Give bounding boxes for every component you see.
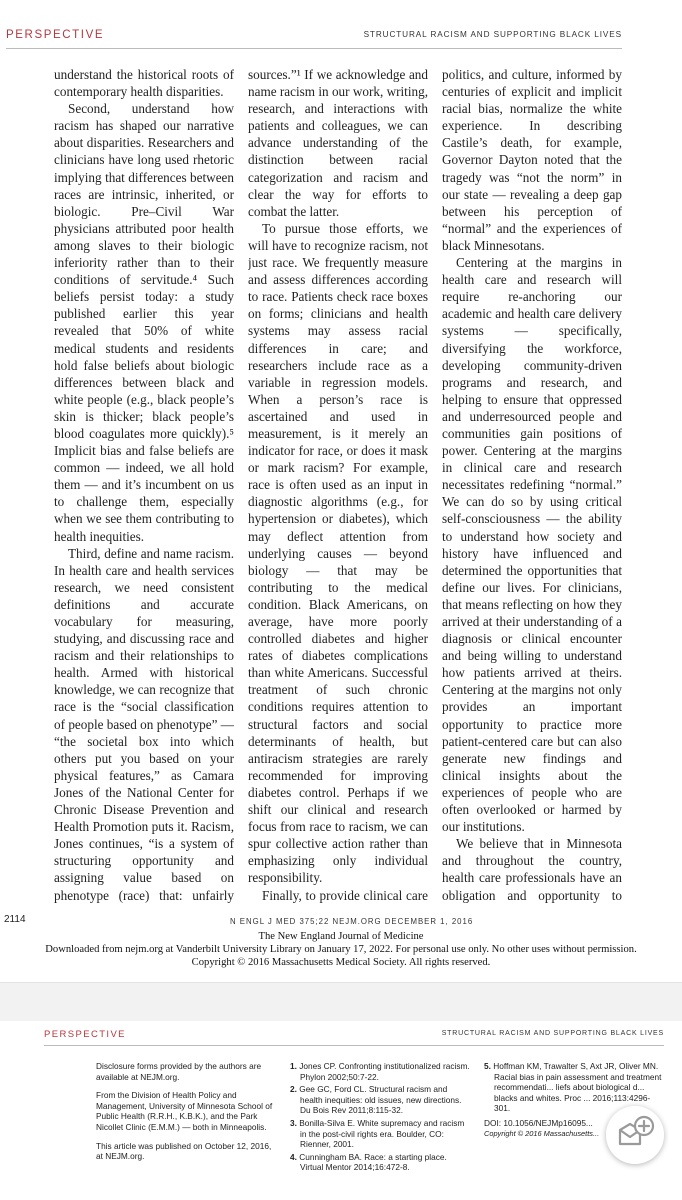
paragraph: Finally, to provide clinical care [262, 887, 428, 903]
page-header [6, 26, 622, 46]
reference-item [290, 1084, 470, 1116]
section-label: PERSPECTIVE [6, 29, 105, 41]
reference-item [290, 1152, 470, 1173]
text-column-1 [54, 66, 234, 906]
references-list [290, 1061, 470, 1175]
download-info: Downloaded from nejm.org at Vanderbilt University Library on January 17, 2022. For personal use only. No other uses without permission. [45, 944, 637, 956]
download-notice [0, 930, 682, 970]
disclosure-note: Disclosure forms provided by the authors are available at NEJM.org. [96, 1061, 262, 1082]
article-notes [96, 1061, 276, 1170]
reference-item [290, 1118, 470, 1150]
reference-text: Gee GC, Ford CL. Structural racism and health inequities: old issues, new directions. Du Bois Rev 2011;8:115-32. [299, 1084, 462, 1116]
paragraph: To pursue those efforts, we will have to recognize racism, not just race. We frequently measure and assess differences according to race. Patients check race boxes on forms; clinicians and health systems may assess racial differences in care; and researchers include race as a variable in regression models. When a person’s race is ascertained and used in measurement, is it merely an indicator for race, or does it mask or mark racism? For example, race is often used as an input in diagnostic algorithms (e.g., for hypertension or diabetes), which may deflect attention from underlying causes — beyond biology — that may be contributing to the medical condition. Black Americans, on average, have more poorly controlled diabetes and higher rates of diabetes complications than white Americans. Successful treatment of such chronic conditions requires attention to structural factors and social determinants of health, but antiracism strategies are rarely recommended for improving diabetes control. Perhaps if we shift our clinical and research focus from race to racism, we can spur collective action rather than emphasizing only individual responsibility. [248, 220, 428, 886]
section-label: PERSPECTIVE [44, 1029, 126, 1040]
copyright-line: Copyright © 2016 Massachusetts Medical Society. All rights reserved. [191, 957, 491, 969]
text-column-3 [442, 66, 622, 906]
affiliation-note: From the Division of Health Policy and Management, University of Minnesota School of Public Health (R.R.H., K.B.K.), and the Park Nicollet Clinic (E.M.M.) — both in Minneapolis. [96, 1090, 273, 1132]
next-page [0, 1021, 682, 1200]
issue-line: N ENGL J MED 375;22 NEJM.ORG DECEMBER 1, 2016 [230, 917, 474, 926]
reference-number: 4. [290, 1151, 297, 1162]
text-column-2 [248, 66, 428, 906]
page-divider [0, 982, 682, 1022]
paragraph: Second, understand how racism has shaped our narrative about disparities. Researchers and clinicians have long used rhetoric implying that differences between races are intrinsic, inherited, or biologic. Pre–Civil War physicians attributed poor health among slaves to their biologic inferiority rather than to their conditions of servitude.⁴ Such beliefs persist today: a study published earlier this year revealed that 50% of white medical students and residents hold false beliefs about biologic differences between black and white people (e.g., black people’s skin is thicker; black people’s blood coagulates more quickly).⁵ Implicit bias and false beliefs are common — indeed, we all hold them — and it’s incumbent on us to challenge them, especially when we see them contributing to health inequities. [54, 101, 234, 544]
reference-text: Cunningham BA. Race: a starting place. Virtual Mentor 2014;16:472-8. [299, 1151, 447, 1173]
paragraph: We believe that in Minnesota and throughout the country, health care professionals have an obligation and opportunity to [442, 836, 622, 903]
reference-item [290, 1061, 470, 1082]
paragraph: politics, and culture, informed by centuries of explicit and implicit racial bias, normalize the white experience. In describing Castile’s death, for example, Governor Dayton noted that the tragedy was “not the norm” in our state — revealing a deep gap between his perception of “normal” and the experiences of black Minnesotans. [442, 67, 622, 253]
doi[interactable]: DOI: 10.1056/NEJMp16095... [484, 1117, 593, 1128]
reference-text: Hoffman KM, Trawalter S, Axt JR, Oliver MN. Racial bias in pain assessment and treatment recommendati... liefs about biological d... blacks and whites. Proc ... 2016;113:4296-301. [493, 1061, 662, 1114]
header-rule [44, 1045, 664, 1046]
paragraph: understand the historical roots of contemporary health disparities. [54, 67, 234, 100]
reference-number: 1. [290, 1061, 297, 1071]
copyright-note: Copyright © 2016 Massachusetts... [484, 1128, 600, 1138]
running-title: STRUCTURAL RACISM AND SUPPORTING BLACK LIVES [441, 1030, 664, 1037]
paragraph: sources.”¹ If we acknowledge and name racism in our work, writing, research, and interactions with patients and colleagues, we can advance understanding of the distinction between racial categorization and racism and clear the way for efforts to combat the latter. [248, 67, 428, 219]
page-number: 2114 [4, 914, 26, 925]
reference-number: 2. [290, 1084, 297, 1095]
reference-text: Jones CP. Confronting institutionalized racism. Phylon 2002;50:7-22. [299, 1061, 470, 1082]
paragraph: Third, define and name racism. In health care and health services research, we need consistent definitions and accurate vocabulary for measuring, studying, and discussing race and racism and their relationships to health. Armed with historical knowledge, we can recognize that race is the “social classification of people based on phenotype” — “the societal box into which others put you based on your physical features,” as Camara Jones of the National Center for Chronic Disease Prevention and Health Promotion puts it. Racism, Jones continues, “is a system of structuring opportunity and assigning value based on phenotype (race) that: unfairly [54, 545, 234, 903]
mail-plus-icon [614, 1114, 656, 1156]
article-body [54, 66, 625, 906]
reference-number: 3. [290, 1117, 297, 1128]
reference-text: Bonilla-Silva E. White supremacy and racism in the post-civil rights era. Boulder, CO: Rienner, 2001. [299, 1117, 465, 1150]
page-header [44, 1029, 664, 1045]
header-rule [6, 48, 622, 49]
paragraph: Centering at the margins in health care and research will require re-anchoring our academic and health care delivery systems — specifically, diversifying the workforce, developing community-driven programs and research, and helping to ensure that oppressed and underresourced people and communities gain positions of power. Centering at the margins in clinical care and research necessitates redefining “normal.” We can do so by using critical self-consciousness — the ability to understand how society and history have influenced and determined the opportunities that define our lives. For clinicians, that means reflecting on how they arrived at their understanding of a diagnosis or clinical encounter and being willing to understand how patients arrived at theirs. Centering at the margins not only provides an important opportunity to practice more patient-centered care but can also generate new findings and clinical insights about the experiences of people who are often overlooked or harmed by our institutions. [442, 255, 622, 835]
publication-note: This article was published on October 12, 2016, at NEJM.org. [96, 1140, 272, 1162]
share-button[interactable] [606, 1106, 664, 1164]
reference-number: 5. [484, 1061, 491, 1071]
journal-name: The New England Journal of Medicine [258, 931, 424, 942]
running-title: STRUCTURAL RACISM AND SUPPORTING BLACK LIVES [363, 30, 622, 39]
